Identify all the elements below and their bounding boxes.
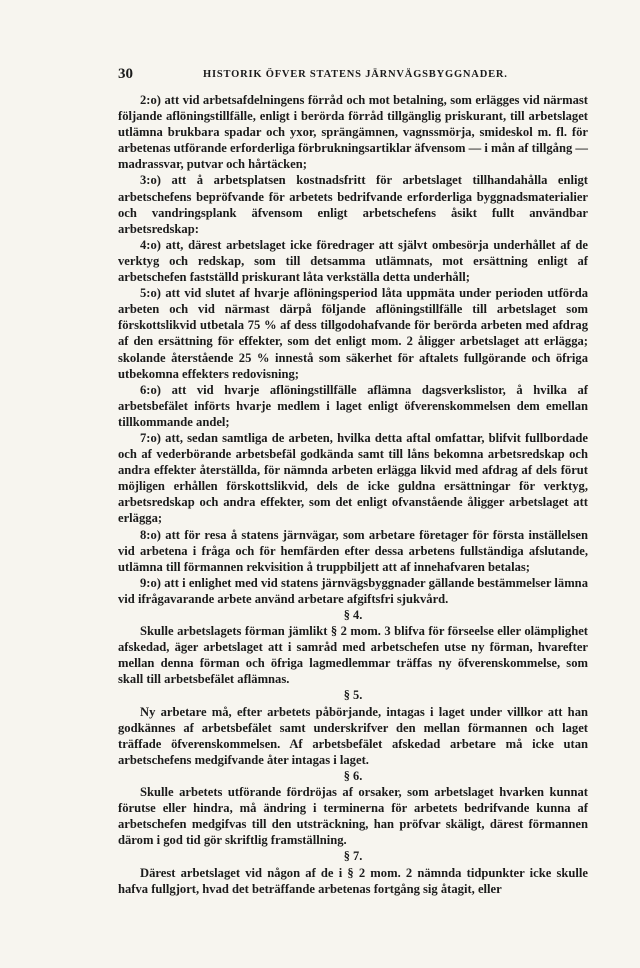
body-text <box>118 92 588 897</box>
section-heading: § 7. <box>343 849 363 864</box>
section-heading: § 5. <box>343 688 363 703</box>
running-title: HISTORIK ÖFVER STATENS JÄRNVÄGSBYGGNADER. <box>203 69 508 80</box>
section-heading: § 4. <box>343 608 363 622</box>
section-paragraph: Ny arbetare må, efter arbetets påbörjande, intagas i laget under villkor att han godkännes af arbetsbefälet samt underskrifver den mellan förmannen och laget träffade öfverenskommelsen. Af arbetsbefälet afskedad arbetare må icke utan arbetschefens medgifvande åter intagas i laget. <box>118 704 588 767</box>
list-item: 7:o) att, sedan samtliga de arbeten, hvilka detta aftal omfattar, blifvit fullbordade och af vederbörande arbetsbefäl godkända samt till låns bekomna arbetsredskap och andra effekter återställda, för nämnda arbeten erlägga likvid med afdrag af dels förut möjligen erhållen förskottslikvid, dels de icke guldna ersättningar för verktyg, arbetsredskap och andra effekter, som det enligt ofvanstående åligger arbetslaget att erlägga; <box>118 430 588 526</box>
page-header <box>118 66 588 86</box>
list-item: 8:o) att för resa å statens järnvägar, som arbetare företager för första inställelsen vid arbetena i fråga och för hemfärden efter dessa arbetens fullständiga afslutande, utlämna till förmannen rekvisition å truppbiljett att af innehafvaren betalas; <box>118 527 588 574</box>
page-number: 30 <box>118 66 133 82</box>
list-item: 2:o) att vid arbetsafdelningens förråd och mot betalning, som erlägges vid närmast följande aflöningstillfälle, enligt i berörda förråd tillgänglig priskurant, till arbetslaget utlämna brukbara spadar och yxor, sprängämnen, vagnssmörja, smideskol m. fl. för arbetenas utförande erforderliga förbrukningsartiklar äfvensom — i mån af tillgång — madrassvar, putvar och hårtäcken; <box>118 93 588 172</box>
list-item: 9:o) att i enlighet med vid statens järnvägsbyggnader gällande bestämmelser lämna vid ifrågavarande arbete använd arbetare afgiftsfri sjukvård. <box>118 575 588 606</box>
list-item: 4:o) att, därest arbetslaget icke föredrager att självt ombesörja underhållet af de verktyg och redskap, som till detsamma utlämnats, mot ersättning enligt af arbetschefen fastställd priskurant låta verkställa detta underhåll; <box>118 237 588 285</box>
section-paragraph: Skulle arbetslagets förman jämlikt § 2 mom. 3 blifva för förseelse eller olämplighet afskedad, äger arbetslaget att i samråd med arbetschefen utse ny förman, hvarefter mellan denna förman och öfriga lagmedlemmar träffas ny öfverenskommelse, som skall till arbetsbefälet aflämnas. <box>118 624 588 687</box>
section-paragraph: Därest arbetslaget vid någon af de i § 2 mom. 2 nämnda tidpunkter icke skulle hafva fullgjort, hvad det beträffande arbetenas fortgång sig åtagit, eller <box>118 865 588 896</box>
list-item: 3:o) att å arbetsplatsen kostnadsfritt för arbetslaget tillhandahålla enligt arbetschefens bepröfvande för arbetets bedrifvande erforderliga byggnadsmaterialier och vandringsplank äfvensom enligt arbetschefens åsikt fullt användbar arbetsredskap: <box>118 173 588 236</box>
section-paragraph: Skulle arbetets utförande fördröjas af orsaker, som arbetslaget hvarken kunnat förutse eller hindra, må ändring i terminerna för arbetets bedrifvande kunna af arbetschefen medgifvas till den utsträckning, han pröfvar skäligt, därest förmannen därom i god tid gör skriftlig framställning. <box>118 785 588 848</box>
section-heading: § 6. <box>343 768 363 783</box>
list-item: 5:o) att vid slutet af hvarje aflöningsperiod låta uppmäta under perioden utförda arbeten och vid närmast därpå följande aflöningstillfälle till arbetslaget som förskottslikvid utbetala 75 % af dess tillgodohafvande för berörda arbeten med afdrag af den ersättning för effekter, som det enligt mom. 2 åligger arbetslaget att erlägga; skolande återstående 25 % innestå som säkerhet för aftalets fullgörande och öfriga utbekomna effekters redovisning; <box>118 286 588 381</box>
list-item: 6:o) att vid hvarje aflöningstillfälle aflämna dagsverkslistor, å hvilka af arbetsbefälet införts hvarje medlem i laget enligt öfverenskommelsen dem emellan tillkommande andel; <box>118 382 588 429</box>
